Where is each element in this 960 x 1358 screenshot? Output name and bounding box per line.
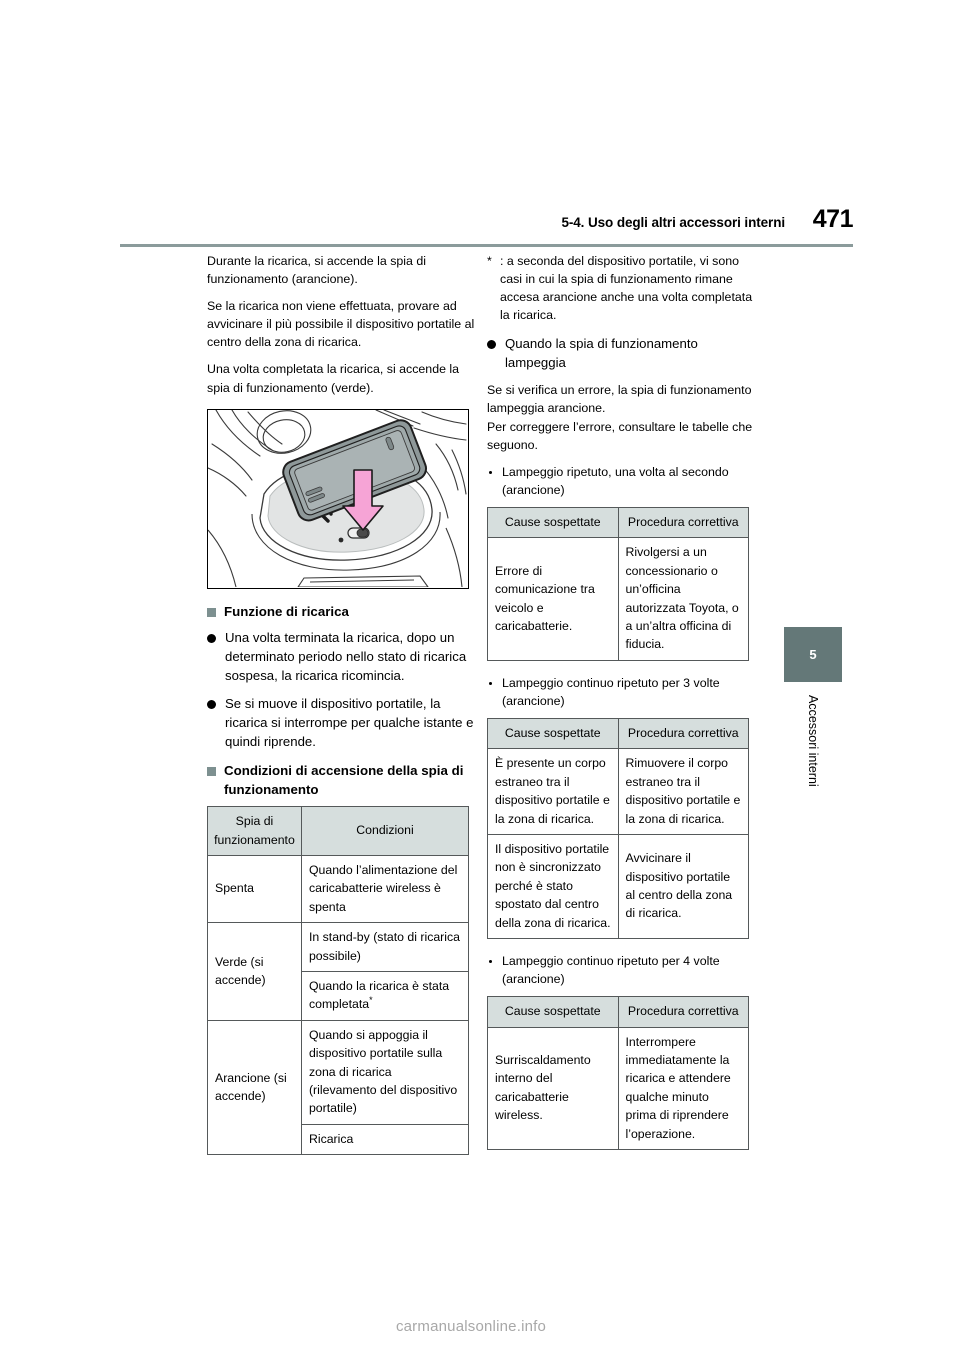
table-cause-1 — [487, 507, 749, 661]
footer-watermark: carmanualsonline.info — [395, 1318, 547, 1335]
heading-text: Funzione di ricarica — [224, 603, 349, 619]
cell-condition: Quando si appoggia il dispositivo portatile sulla zona di ricarica (rilevamento del dispositivo portatile) — [301, 1020, 468, 1124]
cell-cause: Il dispositivo portatile non è sincronizzato perché è stato spostato dal centro della zona di ricarica. — [488, 835, 619, 939]
square-bullet-icon — [207, 767, 216, 776]
header-divider — [120, 244, 853, 247]
paragraph-consultare-tabelle: Per correggere l’errore, consultare le tabelle che seguono. — [487, 419, 753, 452]
small-bullet-icon — [489, 471, 492, 474]
small-bullet-icon — [489, 682, 492, 685]
bullet-text: Se si muove il dispositivo portatile, la ricarica si interrompe per qualche istante e quindi riprende. — [225, 696, 474, 750]
table-row — [488, 1027, 749, 1149]
cell-state: Arancione (si accende) — [208, 1020, 302, 1154]
cell-cause: È presente un corpo estraneo tra il dispositivo portatile e la zona di ricarica. — [488, 749, 619, 835]
col-header-cause: Cause sospettate — [488, 718, 619, 748]
footnote-marker: * — [369, 995, 373, 1006]
table-row — [208, 855, 469, 922]
table-spia-condizioni — [207, 806, 469, 1155]
subbullet-text: Lampeggio continuo ripetuto per 4 volte (arancione) — [502, 954, 720, 987]
cell-condition — [301, 972, 468, 1021]
heading-condizioni-accensione — [207, 762, 482, 799]
table-row — [488, 538, 749, 660]
table-row — [488, 835, 749, 939]
cell-cause: Surriscaldamento interno del caricabatterie wireless. — [488, 1027, 619, 1149]
table-row — [208, 923, 469, 972]
round-bullet-icon — [487, 340, 496, 349]
left-column — [207, 252, 482, 1168]
round-bullet-icon — [207, 634, 216, 643]
subbullet-lampeggio-4-volte — [487, 952, 762, 988]
col-header-procedura: Procedura correttiva — [618, 718, 749, 748]
heading-funzione-di-ricarica — [207, 603, 482, 622]
col-header-spia: Spia di funzionamento — [208, 807, 302, 856]
subbullet-lampeggio-3-volte — [487, 674, 762, 710]
square-bullet-icon — [207, 608, 216, 617]
paragraph-charging-not-working: Se la ricarica non viene effettuata, provare ad avvicinare il più possibile il dispositivo portatile al centro della zona di ricarica. — [207, 299, 475, 350]
cell-condition: Ricarica — [301, 1124, 468, 1154]
small-bullet-icon — [489, 960, 492, 963]
col-header-cause: Cause sospettate — [488, 997, 619, 1027]
col-header-procedura: Procedura correttiva — [618, 997, 749, 1027]
table-cause-3 — [487, 996, 749, 1150]
bullet-ricarica-interrotta — [207, 694, 482, 751]
cell-cause: Errore di comunicazione tra veicolo e caricabatterie. — [488, 538, 619, 660]
asterisk-marker: * — [487, 254, 492, 268]
cell-state: Verde (si accende) — [208, 923, 302, 1021]
table-cause-2 — [487, 718, 749, 939]
subbullet-text: Lampeggio ripetuto, una volta al secondo (arancione) — [502, 464, 729, 497]
page-header — [120, 205, 853, 245]
table-row — [488, 749, 749, 835]
paragraph-charging-complete: Una volta completata la ricarica, si accende la spia di funzionamento (verde). — [207, 362, 460, 395]
page-number: 471 — [812, 205, 853, 233]
bullet-ricarica-ricomincia — [207, 628, 482, 685]
cell-state: Spenta — [208, 855, 302, 922]
wireless-charger-illustration — [207, 409, 469, 589]
round-bullet-icon — [207, 700, 216, 709]
table-header-row — [488, 997, 749, 1027]
subbullet-lampeggio-1-secondo — [487, 463, 762, 499]
cell-action: Interrompere immediatamente la ricarica e attendere qualche minuto prima di riprendere l’operazione. — [618, 1027, 749, 1149]
cell-action: Rimuovere il corpo estraneo tra il dispositivo portatile e la zona di ricarica. — [618, 749, 749, 835]
paragraph-errore: Se si verifica un errore, la spia di funzionamento lampeggia arancione. — [487, 383, 752, 416]
table-row — [208, 1020, 469, 1124]
header-section-title: 5-4. Uso degli altri accessori interni — [561, 215, 785, 230]
cell-action: Avvicinare il dispositivo portatile al centro della zona di ricarica. — [618, 835, 749, 939]
bullet-spia-lampeggia — [487, 334, 762, 372]
cell-condition-text: Quando la ricarica è stata completata* — [308, 979, 450, 1012]
bullet-text: Quando la spia di funzionamento lampeggia — [505, 336, 698, 371]
footnote-text: : a seconda del dispositivo portatile, vi sono casi in cui la spia di funzionamento rimane accesa arancione anche una volta completata la ricarica. — [500, 254, 753, 323]
chapter-tab-number: 5 — [784, 627, 842, 682]
footnote-asterisk — [487, 252, 762, 324]
col-header-condizioni: Condizioni — [301, 807, 468, 856]
paragraph-charging-indicator-on: Durante la ricarica, si accende la spia di funzionamento (arancione). — [207, 254, 427, 287]
cell-condition: In stand-by (stato di ricarica possibile) — [301, 923, 468, 972]
chapter-tab-label — [784, 695, 842, 875]
table-header-row — [208, 807, 469, 856]
right-column — [487, 252, 762, 1163]
subbullet-text: Lampeggio continuo ripetuto per 3 volte (arancione) — [502, 675, 720, 708]
table-header-row — [488, 718, 749, 748]
chapter-tab-label-text: Accessori interni — [806, 695, 820, 787]
cell-action: Rivolgersi a un concessionario o un’officina autorizzata Toyota, o a un’altra officina di fiducia. — [618, 538, 749, 660]
heading-text: Condizioni di accensione della spia di funzionamento — [224, 763, 464, 797]
cell-condition: Quando l’alimentazione del caricabatterie wireless è spenta — [301, 855, 468, 922]
table-header-row — [488, 507, 749, 537]
col-header-cause: Cause sospettate — [488, 507, 619, 537]
col-header-procedura: Procedura correttiva — [618, 507, 749, 537]
bullet-text: Una volta terminata la ricarica, dopo un determinato periodo nello stato di ricarica sospesa, la ricarica ricomincia. — [225, 630, 467, 684]
